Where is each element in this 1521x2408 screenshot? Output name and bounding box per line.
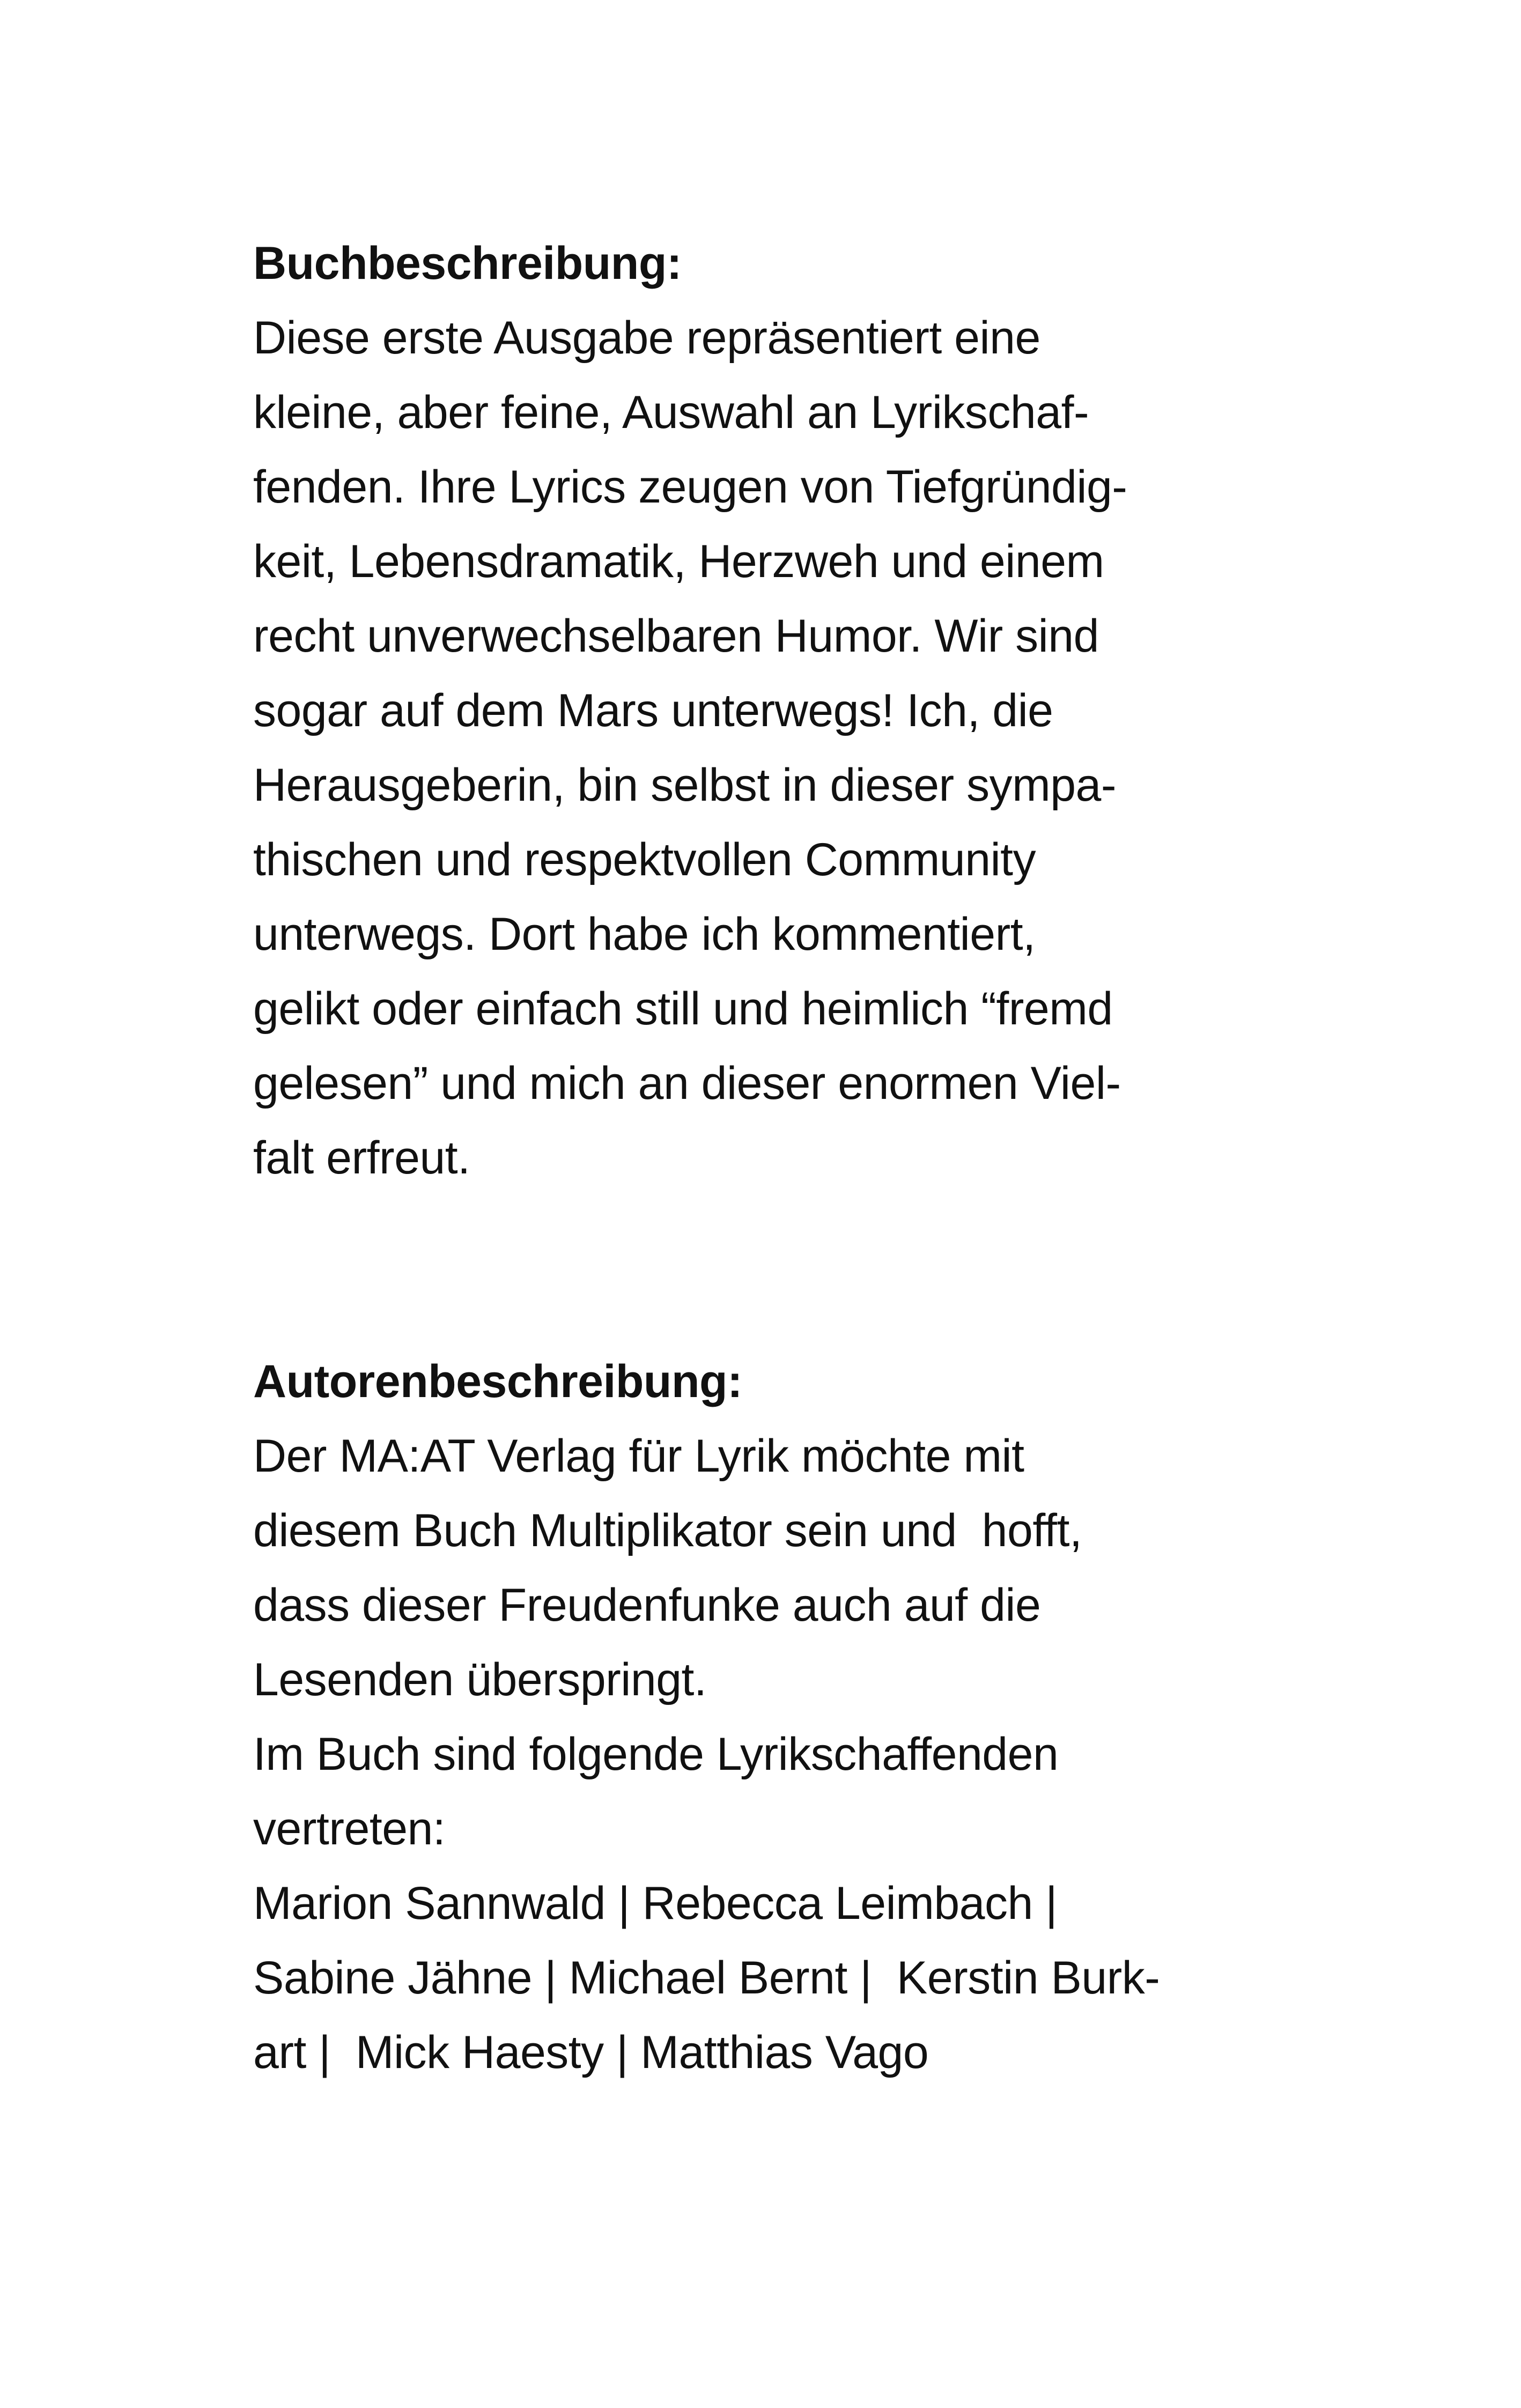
author-description-section (253, 1345, 1272, 2090)
book-description-line: fenden. Ihre Lyrics zeugen von Tiefgründig- (253, 461, 1127, 513)
book-description-line: Diese erste Ausgabe repräsentiert eine (253, 312, 1040, 364)
book-description-page (253, 226, 1272, 2090)
book-description-line: unterwegs. Dort habe ich kommentiert, (253, 908, 1036, 960)
author-description-line: Der MA:AT Verlag für Lyrik möchte mit (253, 1430, 1024, 1482)
author-description-heading: Autorenbeschreibung: (253, 1356, 743, 1407)
book-description-line: sogar auf dem Mars unterwegs! Ich, die (253, 685, 1053, 736)
book-description-line: recht unverwechselbaren Humor. Wir sind (253, 610, 1099, 662)
author-description-line: vertreten: (253, 1803, 446, 1855)
author-description-line: dass dieser Freudenfunke auch auf die (253, 1579, 1041, 1631)
book-description-line: thischen und respektvollen Community (253, 834, 1036, 885)
author-description-line: Im Buch sind folgende Lyrikschaffenden (253, 1729, 1059, 1780)
author-list-line: art | Mick Haesty | Matthias Vago (253, 2027, 929, 2078)
book-description-line: falt erfreut. (253, 1132, 470, 1184)
book-description-line: Herausgeberin, bin selbst in dieser sympa- (253, 759, 1117, 811)
book-description-line: keit, Lebensdramatik, Herzweh und einem (253, 536, 1104, 587)
author-list-line: Marion Sannwald | Rebecca Leimbach | (253, 1878, 1058, 1929)
author-description-line: diesem Buch Multiplikator sein und hofft, (253, 1505, 1082, 1556)
book-description-line: gelesen” und mich an dieser enormen Viel- (253, 1058, 1121, 1109)
book-description-section (253, 226, 1272, 1195)
author-description-line: Lesenden überspringt. (253, 1654, 707, 1705)
book-description-line: gelikt oder einfach still und heimlich “fremd (253, 983, 1113, 1035)
author-list-line: Sabine Jähne | Michael Bernt | Kerstin Burk- (253, 1952, 1160, 2004)
section-spacer (253, 1195, 1272, 1345)
book-description-heading: Buchbeschreibung: (253, 238, 682, 289)
book-description-line: kleine, aber feine, Auswahl an Lyrikschaf- (253, 387, 1089, 438)
